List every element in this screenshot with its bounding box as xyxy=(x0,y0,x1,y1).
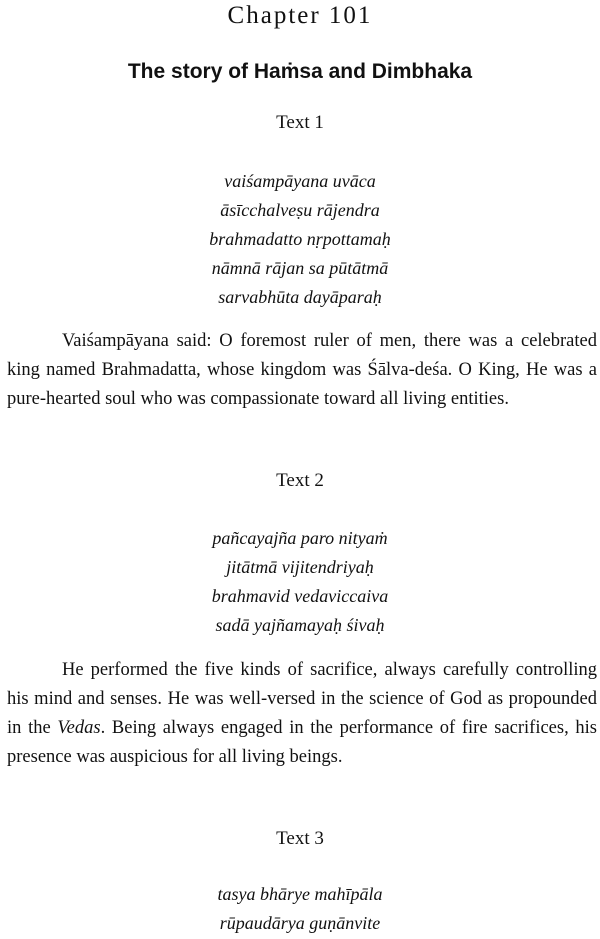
translation-text: He performed the five kinds of sacrifice, always carefully controlling his mind and senses. He was well-versed in the science of God as propounded in the xyxy=(7,660,597,738)
verse-line: sarvabhūta dayāparaḥ xyxy=(218,287,382,307)
verse-line: nāmnā rājan sa pūtātmā xyxy=(211,258,389,278)
verse-line: āsīcchalveṣu rājendra xyxy=(220,200,380,220)
translation-1 xyxy=(7,327,597,414)
verse-line: brahmavid vedaviccaiva xyxy=(211,586,389,606)
verse-1 xyxy=(0,167,600,312)
verse-line: jitātmā vijitendriyaḥ xyxy=(226,557,374,577)
verse-line: pañcayajña paro nityaṁ xyxy=(212,528,388,548)
verse-line: brahmadatto nṛpottamaḥ xyxy=(209,229,391,249)
text-heading-2: Text 2 xyxy=(276,470,324,491)
chapter-title: The story of Haṁsa and Dimbhaka xyxy=(127,60,473,83)
translation-paragraph: Vaiśampāyana said: O foremost ruler of men, there was a celebrated king named Brahmadatta, whose kingdom was Śālva-deśa. O King, He was a pure-hearted soul who was compassionate toward all living entities. xyxy=(7,331,597,409)
verse-line: vaiśampāyana uvāca xyxy=(224,171,376,191)
translation-paragraph xyxy=(7,656,597,772)
verse-2 xyxy=(0,524,600,640)
chapter-number: Chapter 101 xyxy=(227,2,373,29)
verse-line: rūpaudārya guṇānvite xyxy=(219,913,381,933)
verse-line: sadā yajñamayaḥ śivaḥ xyxy=(215,615,385,635)
translation-2 xyxy=(7,656,597,772)
scripture-name: Vedas xyxy=(57,718,101,738)
verse-line: tasya bhārye mahīpāla xyxy=(217,884,383,904)
text-heading-1: Text 1 xyxy=(276,112,324,133)
text-heading-3: Text 3 xyxy=(276,828,324,849)
verse-3 xyxy=(0,880,600,938)
translation-text: . Being always engaged in the performance of fire sacrifices, his presence was auspicious for all living beings. xyxy=(7,718,598,767)
